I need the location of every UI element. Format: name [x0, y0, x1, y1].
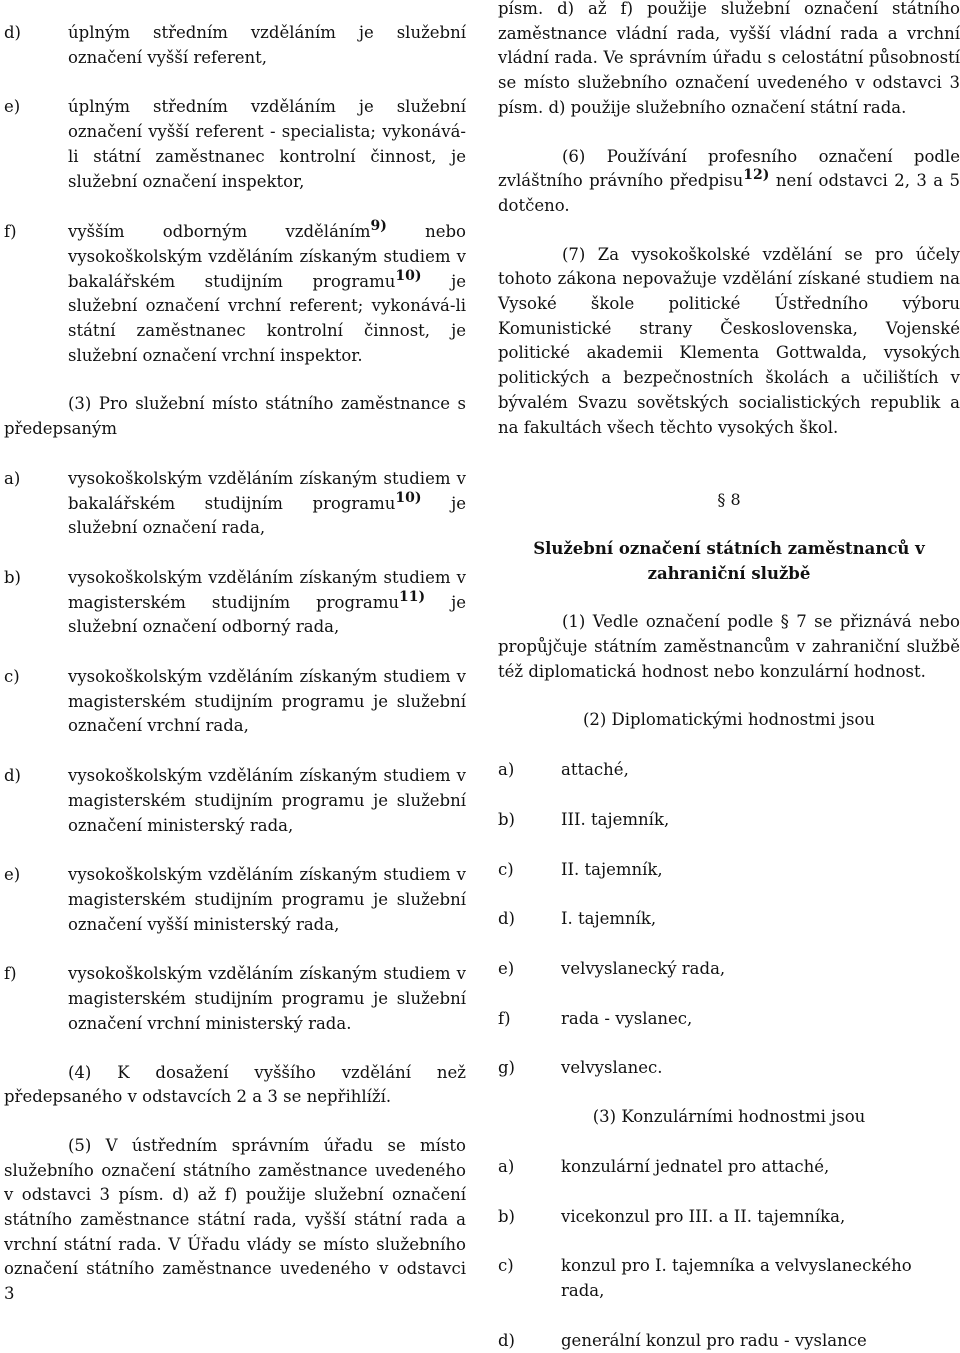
footnote-ref: 9) [370, 218, 387, 235]
section-title: Služební označení státních zaměstnanců v zahraniční službě [533, 538, 925, 583]
list-item [4, 95, 466, 194]
item-text: konzulární jednatel pro attaché, [561, 1156, 830, 1176]
item-text: velvyslanecký rada, [561, 958, 726, 978]
item-letter: b) [498, 809, 515, 829]
item-text: konzul pro I. tajemníka a velvyslaneckého rada, [561, 1256, 912, 1300]
list-item [4, 863, 466, 937]
item-text: úplným středním vzděláním je služební označení vyšší referent, [68, 23, 466, 67]
item-letter: d) [498, 1330, 515, 1350]
paragraph-7: (7) Za vysokoškolské vzdělání se pro účely tohoto zákona nepovažuje vzdělání získané studiem na Vysoké škole politické Ústředního výboru Komunistické strany Československa, Vojenské politické akademii Klementa Gottwalda, vysokých politických a bezpečnostních školách a učilištích v bývalém Svazu sovětských socialistických republik a na fakultách všech těchto vysokých škol. [498, 244, 960, 437]
paragraph-6 [498, 145, 960, 219]
item-letter: g) [498, 1058, 515, 1078]
footnote-ref: 10) [395, 267, 422, 284]
list-item [4, 764, 466, 838]
list-item [498, 1007, 960, 1032]
item-letter: c) [4, 667, 20, 687]
list-item [498, 1254, 960, 1303]
item-letter: e) [4, 865, 21, 885]
item-text: vicekonzul pro III. a II. tajemníka, [561, 1206, 846, 1226]
item-letter: b) [498, 1206, 515, 1226]
left-column [4, 0, 466, 1307]
item-text: vysokoškolským vzděláním získaným studiem v magisterském studijním programu je služební označení vyšší ministerský rada, [68, 865, 466, 934]
item-letter: d) [4, 23, 21, 42]
item-text: nebo vysokoškolským vzděláním získaným studiem v bakalářském studijním programu [68, 222, 466, 291]
list-item [498, 1056, 960, 1081]
list-item [498, 1155, 960, 1180]
paragraph-1: (1) Vedle označení podle § 7 se přiznává nebo propůjčuje státním zaměstnancům v zahraniční službě též diplomatická hodnost nebo konzulární hodnost. [498, 612, 960, 681]
item-letter: f) [4, 222, 17, 242]
item-text: vysokoškolským vzděláním získaným studiem v magisterském studijním programu [68, 567, 466, 612]
item-text: je služební označení rada, [68, 493, 466, 538]
item-text: je služební označení vrchní referent; vykonává-li státní zaměstnanec kontrolní činnost, je služební označení vrchní inspektor. [68, 271, 466, 365]
paragraph-5: (5) V ústředním správním úřadu se místo služebního označení státního zaměstnance uvedeného v odstavci 3 písm. d) až f) použije služební označení státního zaměstnance státní rada, vyšší státní rada a vrchní státní rada. V Úřadu vlády se místo služebního označení státního zaměstnance uvedeného v odstavci 3 [4, 1135, 466, 1304]
item-text: vyšším odborným vzděláním [68, 222, 371, 242]
list-item [4, 220, 466, 368]
paragraph-2: (2) Diplomatickými hodnostmi jsou [582, 710, 876, 730]
item-letter: c) [498, 859, 514, 879]
item-letter: a) [4, 468, 21, 488]
item-letter: e) [498, 958, 515, 978]
list-item [498, 808, 960, 833]
item-text: III. tajemník, [561, 809, 670, 829]
item-text: vysokoškolským vzděláním získaným studiem v magisterském studijním programu je služební označení vrchní rada, [68, 667, 466, 736]
list-item [4, 21, 466, 70]
item-letter: f) [4, 964, 17, 984]
item-letter: b) [4, 567, 21, 587]
item-letter: a) [498, 1156, 515, 1176]
list-item [4, 566, 466, 640]
item-text: je služební označení odborný rada, [68, 592, 466, 637]
list-item [498, 858, 960, 883]
list-item [498, 1205, 960, 1230]
right-column [498, 0, 960, 1353]
item-text: vysokoškolským vzděláním získaným studiem v magisterském studijním programu je služební označení vrchní ministerský rada. [68, 964, 466, 1033]
item-text: vysokoškolským vzděláním získaným studiem v magisterském studijním programu je služební označení ministerský rada, [68, 766, 466, 835]
item-text: I. tajemník, [561, 909, 657, 929]
list-item [498, 1329, 960, 1353]
item-text: velvyslanec. [561, 1058, 663, 1078]
footnote-ref: 11) [399, 588, 426, 605]
item-letter: d) [498, 909, 515, 929]
list-item [498, 957, 960, 982]
paragraph-4: (4) K dosažení vyššího vzdělání než předepsaného v odstavcích 2 a 3 se nepřihlíží. [4, 1062, 466, 1107]
item-text: attaché, [561, 760, 629, 780]
item-letter: d) [4, 766, 21, 786]
footnote-ref: 10) [395, 489, 422, 506]
item-text: vysokoškolským vzděláním získaným studiem v bakalářském studijním programu [68, 468, 466, 513]
item-letter: e) [4, 97, 21, 117]
item-text: II. tajemník, [561, 859, 663, 879]
list-item [4, 467, 466, 541]
list-item [498, 758, 960, 783]
paragraph-text: (6) Používání profesního označení podle zvláštního právního předpisu [498, 146, 960, 191]
footnote-ref: 12) [743, 167, 770, 184]
item-letter: a) [498, 760, 515, 780]
list-item [4, 962, 466, 1036]
paragraph-text: není odstavci 2, 3 a 5 dotčeno. [498, 171, 960, 215]
paragraph-5-continued: písm. d) až f) použije služební označení státního zaměstnance vládní rada, vyšší vládní rada a vrchní vládní rada. Ve správním úřadu s celostátní působností se místo služebního označení uvedeného v odstavci 3 písm. d) použije služebního označení státní rada. [498, 0, 960, 117]
list-item [4, 665, 466, 739]
item-text: generální konzul pro radu - vyslance [561, 1330, 867, 1350]
item-letter: f) [498, 1008, 511, 1028]
paragraph-3: (3) Konzulárními hodnostmi jsou [592, 1107, 866, 1127]
item-text: rada - vyslanec, [561, 1008, 693, 1028]
item-text: úplným středním vzděláním je služební označení vyšší referent - specialista; vykonává-li státní zaměstnanec kontrolní činnost, je služební označení inspektor, [68, 97, 466, 191]
paragraph-3: (3) Pro služební místo státního zaměstnance s předepsaným [4, 394, 466, 439]
list-item [498, 907, 960, 932]
item-letter: c) [498, 1256, 514, 1276]
section-number: § 8 [717, 490, 741, 510]
